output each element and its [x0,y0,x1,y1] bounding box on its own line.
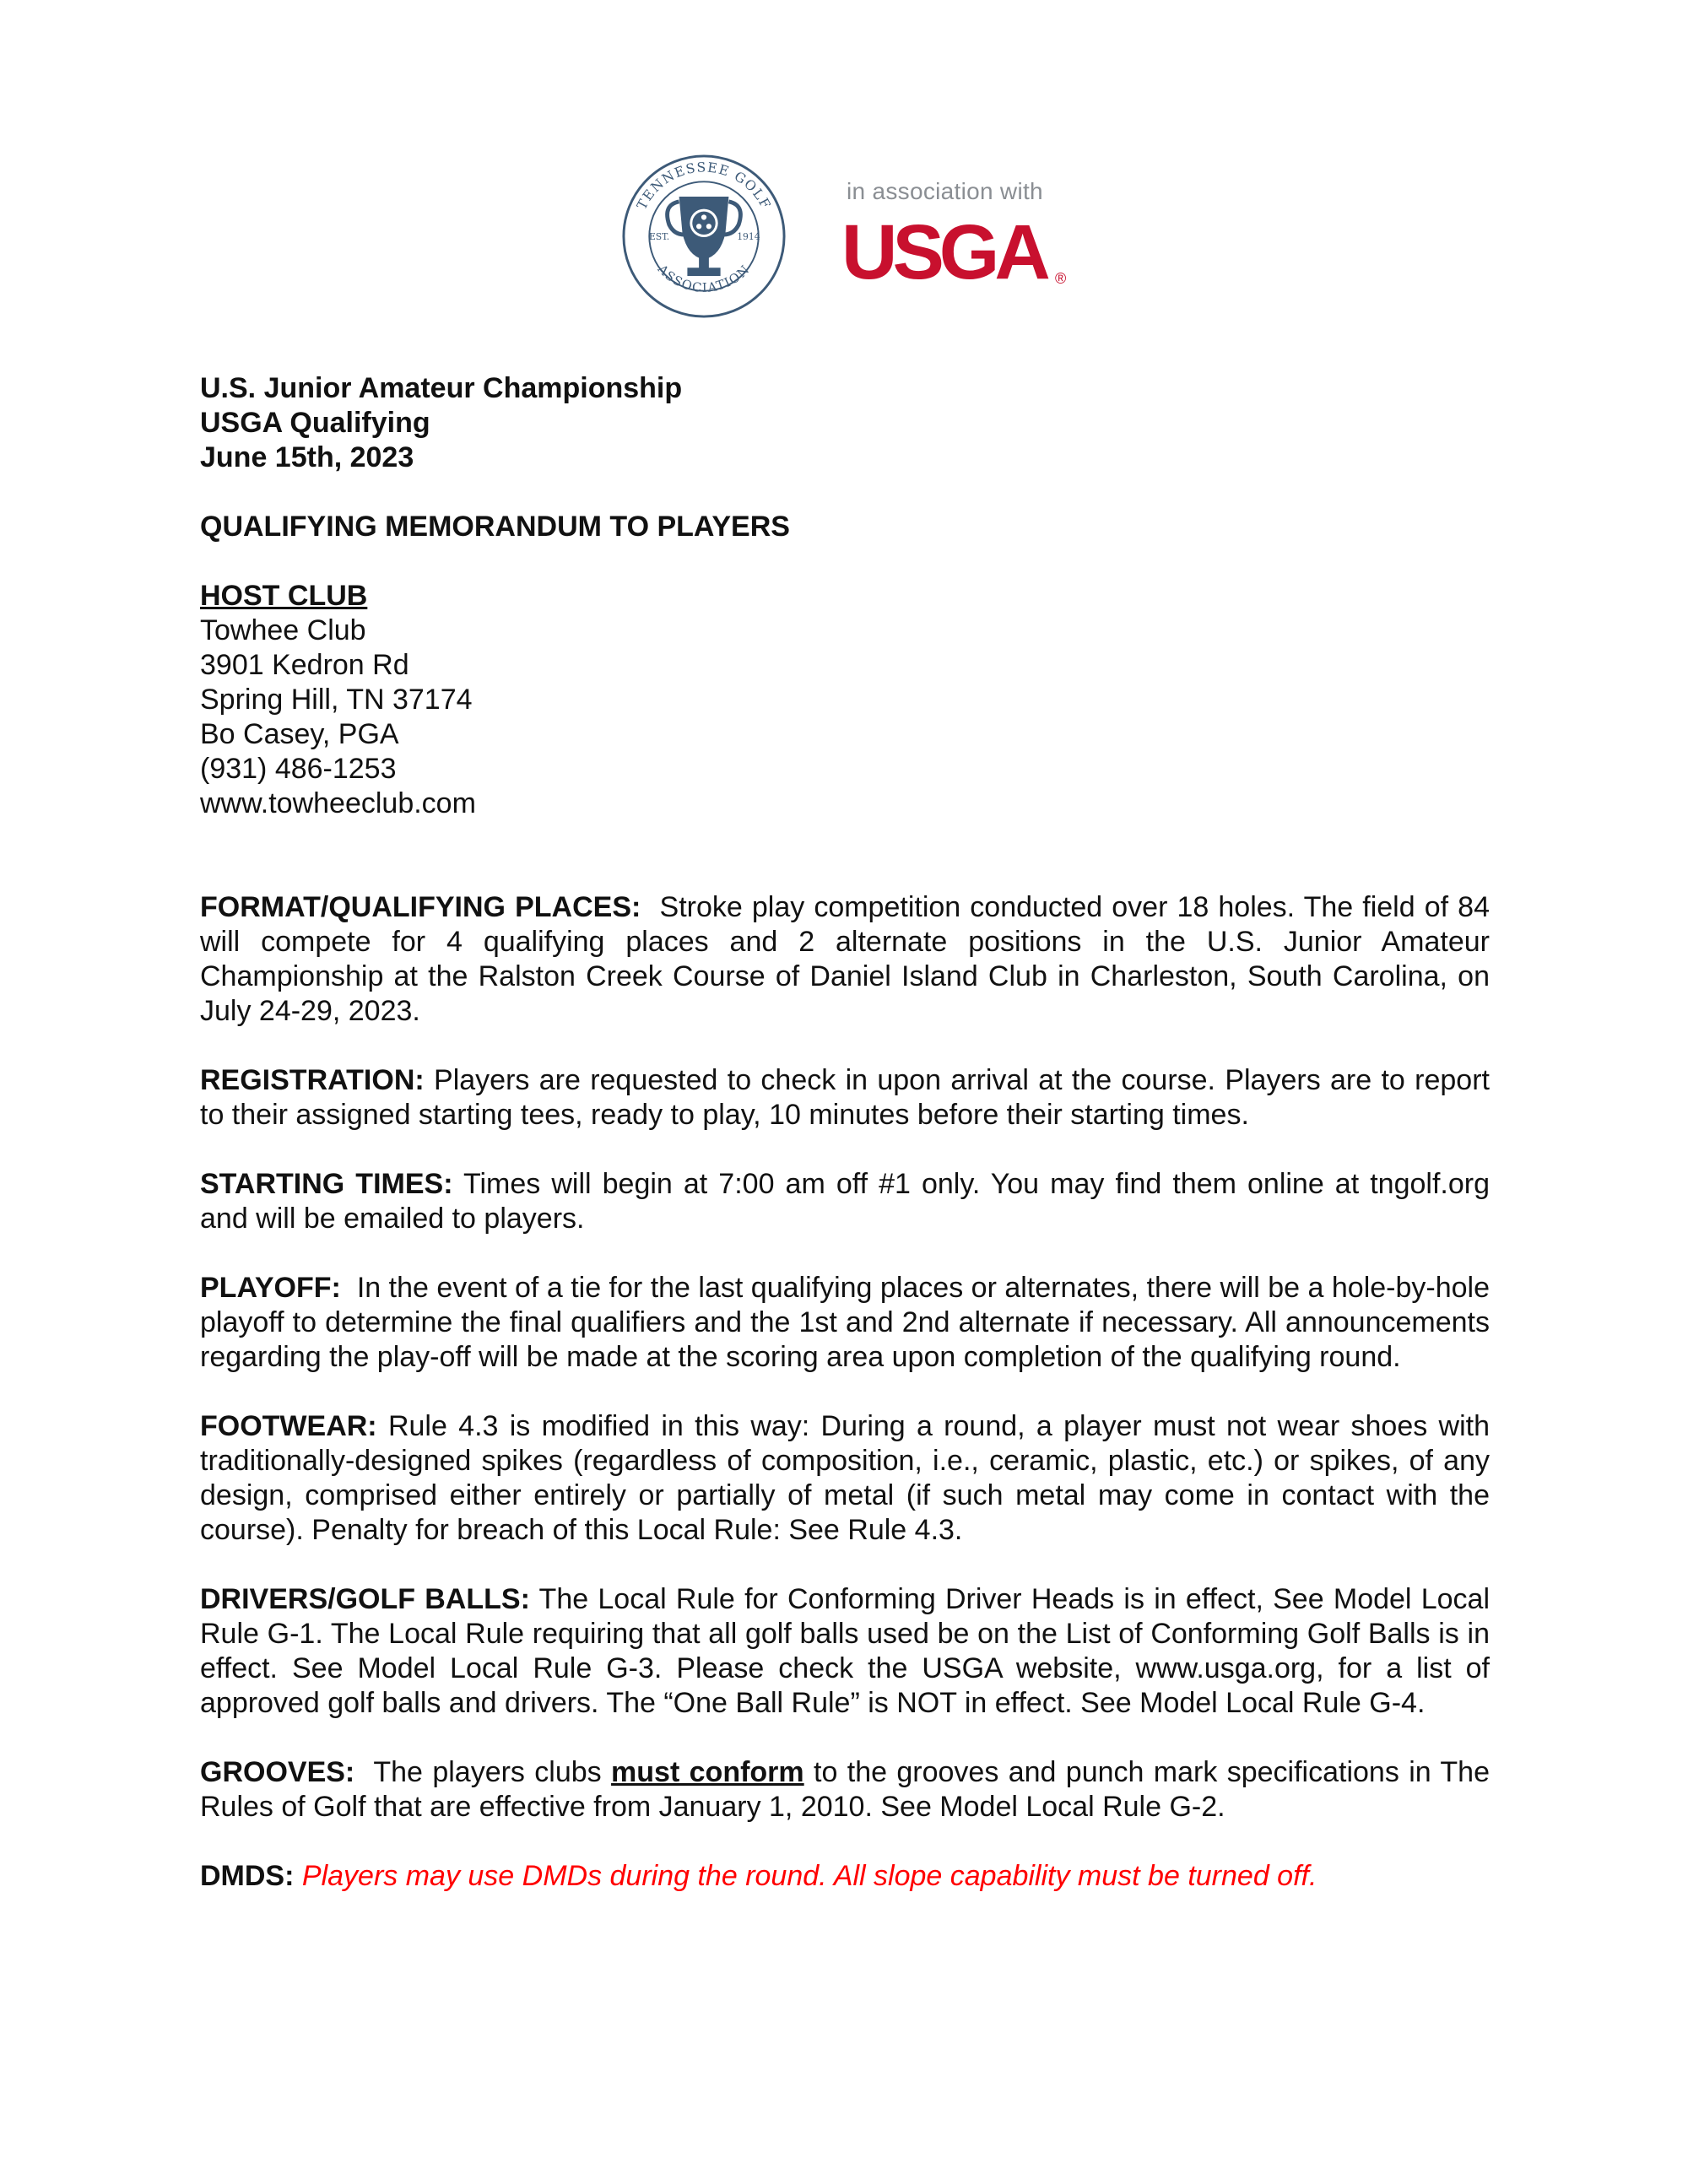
usga-logo: USGA [841,209,1046,295]
section-playoff [200,1271,1490,1375]
section-text: Stroke play competition conducted over 18 holes. The field of 84 will compete for 4 qualifying places and 2 alternate positions in the U.S. Junior Amateur Championship at the Ralston Creek Course of Daniel Island Club in Charleston, South Carolina, on July 24-29, 2023. [200,891,1490,1027]
section-text-after: to the grooves and punch mark specifications in The Rules of Golf that are effective from January 1, 2010. See Model Local Rule G-2. [200,1756,1490,1823]
section-label: DMDS: [200,1860,295,1892]
usga-registered-mark: ® [1055,270,1067,287]
section-text: Times will begin at 7:00 am off #1 only. You may find them online at tngolf.org and will be emailed to players. [200,1168,1490,1235]
championship-title: U.S. Junior Amateur Championship [200,372,683,404]
host-club-contact: Bo Casey, PGA [200,718,399,750]
section-label: DRIVERS/GOLF BALLS: [200,1583,530,1615]
host-club-heading: HOST CLUB [200,580,368,612]
seal-year-text: 1914 [737,230,760,242]
section-label: REGISTRATION: [200,1064,425,1096]
section-drivers-golf-balls [200,1582,1490,1721]
seal-top-text: TENNESSEE GOLF [633,159,775,213]
section-text: The Local Rule for Conforming Driver Heads is in effect, See Model Local Rule G-1. The Local Rule requiring that all golf balls used be on the List of Conforming Golf Balls is in effect. See Model Local Rule G-3. Please check the USGA website, www.usga.org, for a list of approved golf balls and drivers. The “One Ball Rule” is NOT in effect. See Model Local Rule G-4. [200,1583,1490,1719]
section-label: GROOVES: [200,1756,355,1788]
seal-bottom-text: ASSOCIATION [654,262,754,296]
tennessee-golf-association-seal-icon [621,154,787,319]
section-text: Rule 4.3 is modified in this way: During a round, a player must not wear shoes with traditionally-designed spikes (regardless of composition, i.e., ceramic, plastic, etc.) or spikes, of any design, comprised either entirely or partially of metal (if such metal may come in contact with the course). Penalty for breach of this Local Rule: See Rule 4.3. [200,1410,1490,1546]
section-grooves [200,1755,1490,1825]
seal-est-text: EST. [648,230,670,242]
section-label: STARTING TIMES: [200,1168,453,1200]
memorandum-body [200,371,1490,1894]
section-format [200,890,1490,1029]
section-dmds [200,1859,1490,1894]
event-date: June 15th, 2023 [200,441,414,473]
section-registration [200,1063,1490,1133]
section-text: Players are requested to check in upon arrival at the course. Players are to report to their assigned starting tees, ready to play, 10 minutes before their starting times. [200,1064,1490,1131]
host-club-city: Spring Hill, TN 37174 [200,684,473,716]
memo-title: QUALIFYING MEMORANDUM TO PLAYERS [200,511,790,543]
section-text-before: The players clubs [373,1756,602,1788]
host-club-name: Towhee Club [200,614,366,646]
host-club-phone: (931) 486-1253 [200,753,397,785]
association-text: in association with [847,178,1043,204]
section-label: PLAYOFF: [200,1272,341,1304]
section-footwear [200,1409,1490,1548]
host-club-website: www.towheeclub.com [200,787,476,819]
trophy-icon [668,197,741,276]
section-text: In the event of a tie for the last qualifying places or alternates, there will be a hole-by-hole playoff to determine the final qualifiers and the 1st and 2nd alternate if necessary. All announcements regarding the play-off will be made at the scoring area upon completion of the qualifying round. [200,1272,1490,1373]
section-starting-times [200,1167,1490,1236]
must-conform-emphasis: must conform [611,1756,804,1788]
section-label: FORMAT/QUALIFYING PLACES: [200,891,641,923]
dmds-notice: Players may use DMDs during the round. All slope capability must be turned off. [301,1860,1317,1892]
qualifying-subtitle: USGA Qualifying [200,407,430,439]
section-label: FOOTWEAR: [200,1410,377,1442]
host-club-address: 3901 Kedron Rd [200,649,409,681]
logo-area [0,0,1688,338]
